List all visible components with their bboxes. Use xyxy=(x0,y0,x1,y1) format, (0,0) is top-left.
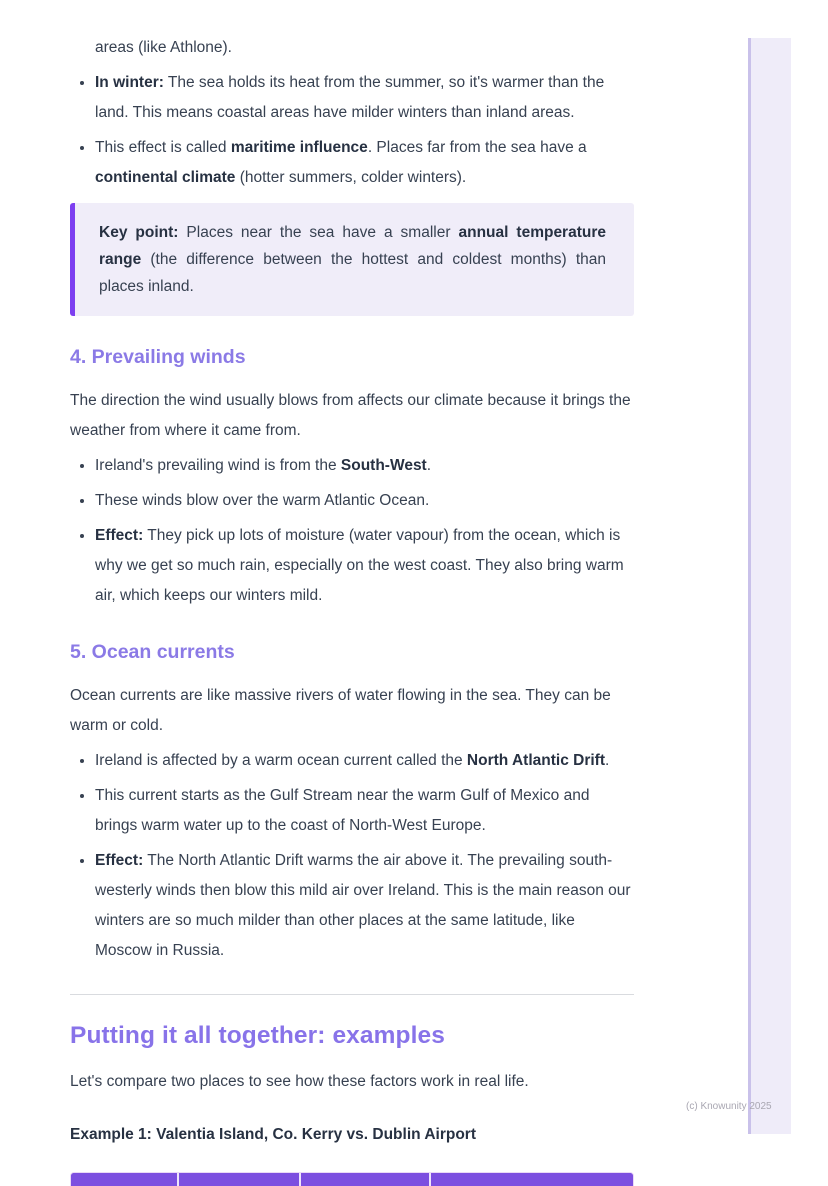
page-title-putting-it-all-together: Putting it all together: examples xyxy=(70,1022,445,1049)
section-heading-prevailing-winds: 4. Prevailing winds xyxy=(70,346,246,368)
paragraph-fragment: areas (like Athlone). xyxy=(95,39,232,56)
page-content xyxy=(70,33,634,1186)
table-header-cell xyxy=(429,1173,633,1186)
table-header-cell xyxy=(299,1173,429,1186)
list-item: • Ireland's prevailing wind is from the South-West. xyxy=(95,451,634,481)
list-item: • Ireland is affected by a warm ocean current called the North Atlantic Drift. xyxy=(95,746,634,776)
table-header-cell xyxy=(71,1173,177,1186)
comparison-table-header xyxy=(70,1172,634,1186)
list-item: • Effect: They pick up lots of moisture (water vapour) from the ocean, which is why we get so much rain, especially on the west coast. They also bring warm air, which keeps our winters mild. xyxy=(95,521,634,611)
paragraph: The direction the wind usually blows from affects our climate because it brings the weather from where it came from. xyxy=(70,392,631,439)
section-heading-ocean-currents: 5. Ocean currents xyxy=(70,641,235,663)
example-heading: Example 1: Valentia Island, Co. Kerry vs. Dublin Airport xyxy=(70,1126,476,1143)
list-item: • In winter: The sea holds its heat from the summer, so it's warmer than the land. This means coastal areas have milder winters than inland areas. xyxy=(95,68,634,128)
page-edge-strip xyxy=(748,38,791,1134)
key-point-callout: Key point: Places near the sea have a smaller annual temperature range (the difference between the hottest and coldest months) than places inland. xyxy=(70,203,634,316)
list-item: • This current starts as the Gulf Stream near the warm Gulf of Mexico and brings warm water up to the coast of North-West Europe. xyxy=(95,781,634,841)
list-item: • These winds blow over the warm Atlantic Ocean. xyxy=(95,486,634,516)
list-item: • This effect is called maritime influence. Places far from the sea have a continental climate (hotter summers, colder winters). xyxy=(95,133,634,193)
paragraph: Ocean currents are like massive rivers of water flowing in the sea. They can be warm or cold. xyxy=(70,687,611,734)
table-header-cell xyxy=(177,1173,299,1186)
intro-bullet-list xyxy=(70,68,634,193)
knowunity-watermark: (c) Knowunity 2025 xyxy=(686,1101,772,1112)
prevailing-winds-bullet-list xyxy=(70,451,634,611)
paragraph: Let's compare two places to see how these factors work in real life. xyxy=(70,1073,529,1090)
section-divider xyxy=(70,994,634,995)
ocean-currents-bullet-list xyxy=(70,746,634,966)
list-item: • Effect: The North Atlantic Drift warms the air above it. The prevailing south-westerly winds then blow this mild air over Ireland. This is the main reason our winters are so much milder than other places at the same latitude, like Moscow in Russia. xyxy=(95,846,634,966)
